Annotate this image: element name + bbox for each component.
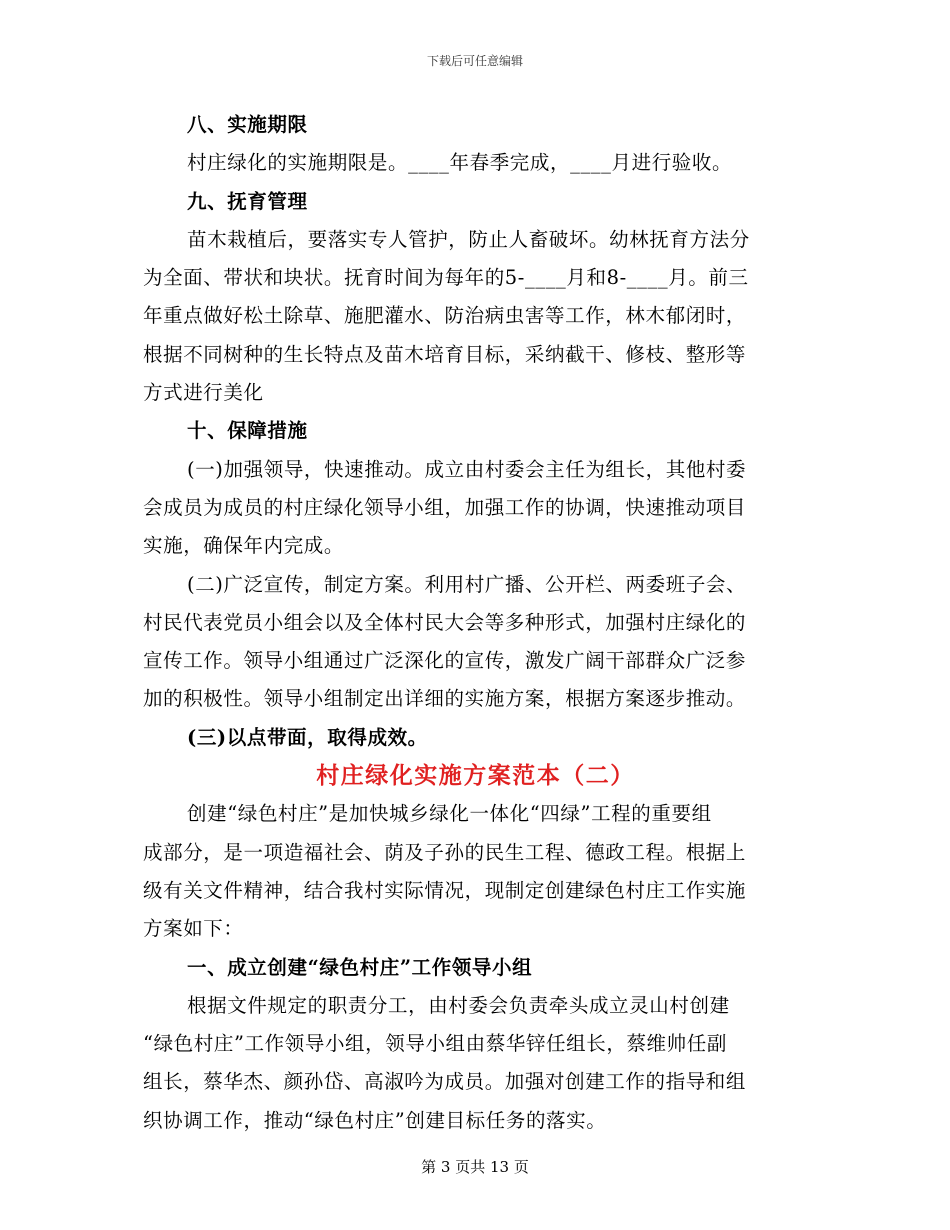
paragraph-line: 会成员为成员的村庄绿化领导小组，加强工作的协调，快速推动项目	[143, 495, 747, 519]
paragraph-line: 为全面、带状和块状。抚育时间为每年的5-____月和8-____月。前三	[143, 266, 749, 290]
section-title: 村庄绿化实施方案范本（二）	[316, 762, 635, 790]
paragraph-line: 苗木栽植后，要落实专人管护，防止人畜破坏。幼林抚育方法分	[187, 227, 750, 251]
section-heading: (三)以点带面，取得成效。	[187, 725, 428, 749]
page-number: 第 3 页共 13 页	[421, 1158, 529, 1176]
paragraph-line: 织协调工作，推动“绿色村庄”创建目标任务的落实。	[143, 1108, 607, 1132]
paragraph-line: 创建“绿色村庄”是加快城乡绿化一体化“四绿”工程的重要组	[187, 802, 712, 826]
paragraph-line: 根据文件规定的职责分工，由村委会负责牵头成立灵山村创建	[187, 993, 730, 1017]
paragraph-line: 村庄绿化的实施期限是。____年春季完成，____月进行验收。	[187, 151, 733, 175]
section-heading: 八、实施期限	[187, 113, 308, 136]
paragraph-line: 组长，蔡华杰、颜孙岱、高淑吟为成员。加强对创建工作的指导和组	[143, 1070, 747, 1094]
document-body	[143, 106, 808, 1140]
section-heading: 十、保障措施	[187, 419, 308, 443]
paragraph-line: 实施，确保年内完成。	[143, 534, 345, 558]
section-heading: 九、抚育管理	[187, 189, 308, 213]
paragraph-line: 加的积极性。领导小组制定出详细的实施方案，根据方案逐步推动。	[143, 687, 747, 711]
paragraph-line: 村民代表党员小组会以及全体村民大会等多种形式，加强村庄绿化的	[143, 610, 747, 634]
paragraph-line: “绿色村庄”工作领导小组，领导小组由蔡华锌任组长，蔡维帅任副	[143, 1032, 727, 1056]
paragraph-line: (二)广泛宣传，制定方案。利用村广播、公开栏、两委班子会、	[187, 572, 747, 596]
paragraph-line: 根据不同树种的生长特点及苗木培育目标，采纳截干、修枝、整形等	[143, 342, 747, 366]
paragraph-line: 级有关文件精神，结合我村实际情况，现制定创建绿色村庄工作实施	[143, 878, 747, 902]
paragraph-line: 方式进行美化	[143, 381, 264, 405]
paragraph-line: 成部分，是一项造福社会、荫及子孙的民生工程、德政工程。根据上	[143, 840, 747, 864]
header-note: 下载后可任意编辑	[426, 54, 523, 68]
paragraph-line: 年重点做好松土除草、施肥灌水、防治病虫害等工作，林木郁闭时，	[143, 304, 747, 328]
paragraph-line: (一)加强领导，快速推动。成立由村委会主任为组长，其他村委	[187, 457, 747, 481]
paragraph-line: 方案如下：	[143, 917, 244, 941]
paragraph-line: 宣传工作。领导小组通过广泛深化的宣传，激发广阔干部群众广泛参	[143, 649, 747, 673]
section-heading: 一、成立创建“绿色村庄”工作领导小组	[187, 955, 533, 979]
